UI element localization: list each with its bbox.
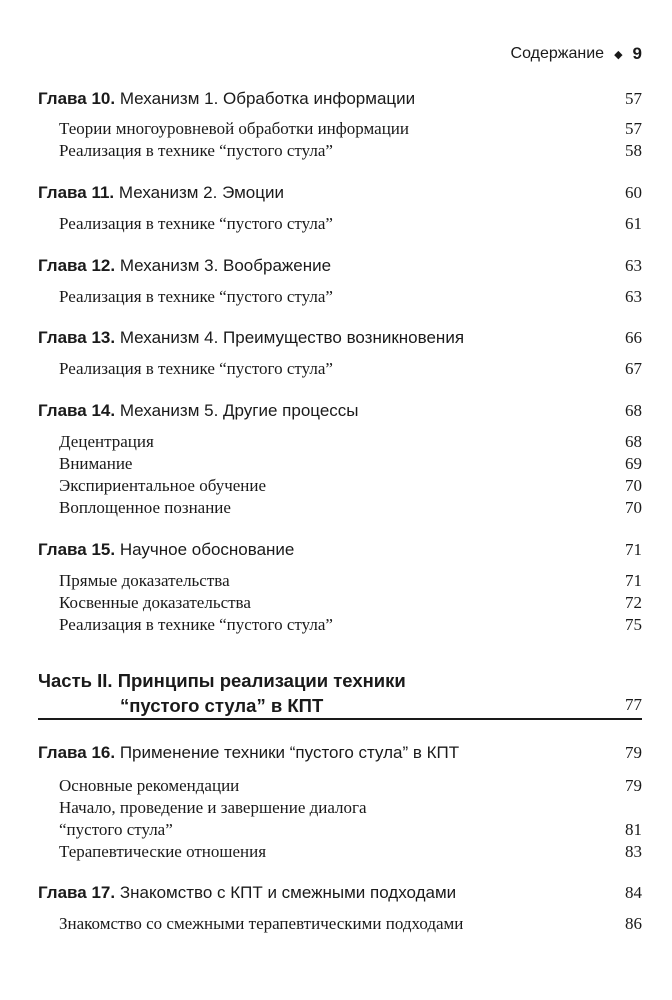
page-number: 60: [625, 183, 642, 202]
toc-section-row: [38, 798, 642, 822]
chapter-label: Глава 10.: [38, 89, 116, 108]
chapter-label: Глава 14.: [38, 401, 116, 420]
toc-chapter-row: [38, 256, 642, 280]
toc-chapter-row: [38, 401, 642, 425]
chapter-label: Глава 17.: [38, 883, 116, 902]
section-title: Воплощенное познание: [59, 498, 231, 517]
chapter-title: [38, 89, 415, 109]
chapter-name: Знакомство с КПТ и смежными подходами: [119, 883, 457, 902]
section-title: Терапевтические отношения: [59, 842, 267, 861]
section-title: Реализация в технике “пустого стула”: [59, 141, 333, 160]
section-title: Децентрация: [59, 432, 154, 451]
chapter-label: Глава 12.: [38, 256, 116, 275]
chapter-label: Глава 15.: [38, 540, 116, 559]
toc-section-row: [38, 914, 642, 938]
page-number: 70: [625, 498, 642, 517]
page-number: 70: [625, 476, 642, 495]
section-title: Реализация в технике “пустого стула”: [59, 287, 333, 306]
chapter-name: Научное обоснование: [119, 540, 295, 559]
toc-section-row: [38, 776, 642, 800]
toc-section-row: [38, 214, 642, 238]
section-title: Теории многоуровневой обработки информации: [59, 119, 410, 138]
header-page-number: 9: [632, 44, 642, 63]
section-title: Реализация в технике “пустого стула”: [59, 214, 333, 233]
page-number: 63: [625, 287, 642, 306]
toc-chapter-row: [38, 883, 642, 907]
part-row: [38, 668, 642, 720]
diamond-icon: ◆: [614, 48, 623, 61]
toc-section-row: [38, 287, 642, 311]
part-title-line2: “пустого стула” в КПТ: [120, 695, 324, 716]
toc-chapter-row: [38, 540, 642, 564]
toc-chapter-row: [38, 743, 642, 767]
section-title: Косвенные доказательства: [59, 593, 251, 612]
part-title: [38, 668, 406, 718]
page-number: 75: [625, 615, 642, 634]
part-divider: [38, 718, 642, 720]
chapter-name: Механизм 5. Другие процессы: [119, 401, 359, 420]
chapter-title: [38, 328, 464, 348]
page-number: 83: [625, 842, 642, 861]
section-title: Начало, проведение и завершение диалога: [59, 798, 367, 817]
chapter-title: [38, 743, 459, 763]
chapter-title: [38, 540, 294, 560]
section-title: Реализация в технике “пустого стула”: [59, 359, 333, 378]
page-number: 84: [625, 883, 642, 902]
toc-chapter-row: [38, 89, 642, 113]
chapter-label: Глава 13.: [38, 328, 116, 347]
chapter-name: Применение техники “пустого стула” в КПТ: [119, 743, 460, 762]
page-number: 69: [625, 454, 642, 473]
chapter-name: Механизм 4. Преимущество возникновения: [119, 328, 465, 347]
page-number: 68: [625, 432, 642, 451]
page-number: 58: [625, 141, 642, 160]
chapter-name: Механизм 1. Обработка информации: [119, 89, 416, 108]
toc-section-row: [38, 571, 642, 595]
toc-section-row: [38, 432, 642, 456]
section-title: Реализация в технике “пустого стула”: [59, 615, 333, 634]
chapter-title: [38, 256, 331, 276]
page-number: 86: [625, 914, 642, 933]
chapter-title: [38, 183, 284, 203]
chapter-title: [38, 883, 456, 903]
page-number: 71: [625, 540, 642, 559]
toc-section-row: [38, 615, 642, 639]
toc-section-row: [38, 593, 642, 617]
toc-section-row: [38, 498, 642, 522]
page-number: 68: [625, 401, 642, 420]
section-title: Знакомство со смежными терапевтическими подходами: [59, 914, 464, 933]
page-number: 57: [625, 89, 642, 108]
toc-section-row: [38, 119, 642, 143]
toc-chapter-row: [38, 328, 642, 352]
page-number: 66: [625, 328, 642, 347]
part-page: 77: [625, 695, 642, 714]
toc-section-row: [38, 842, 642, 866]
chapter-name: Механизм 3. Воображение: [119, 256, 332, 275]
running-header: [511, 44, 642, 64]
page-number: 81: [625, 820, 642, 839]
section-title: Прямые доказательства: [59, 571, 230, 590]
chapter-title: [38, 401, 359, 421]
page-number: 79: [625, 743, 642, 762]
page-number: 72: [625, 593, 642, 612]
section-title: Экспириентальное обучение: [59, 476, 267, 495]
page-number: 67: [625, 359, 642, 378]
page-number: 63: [625, 256, 642, 275]
chapter-label: Глава 11.: [38, 183, 115, 202]
section-title: Внимание: [59, 454, 133, 473]
chapter-label: Глава 16.: [38, 743, 116, 762]
toc-chapter-row: [38, 183, 642, 207]
part-title-line1: Часть II. Принципы реализации техники: [38, 670, 406, 691]
toc-section-row: [38, 141, 642, 165]
page-number: 61: [625, 214, 642, 233]
toc-section-row: [38, 820, 642, 844]
page-number: 71: [625, 571, 642, 590]
section-title: Основные рекомендации: [59, 776, 240, 795]
page-number: 79: [625, 776, 642, 795]
header-section-title: Содержание: [510, 45, 605, 62]
page-number: 57: [625, 119, 642, 138]
section-title: “пустого стула”: [59, 820, 173, 839]
toc-section-row: [38, 476, 642, 500]
chapter-name: Механизм 2. Эмоции: [118, 183, 284, 202]
toc-section-row: [38, 454, 642, 478]
toc-section-row: [38, 359, 642, 383]
